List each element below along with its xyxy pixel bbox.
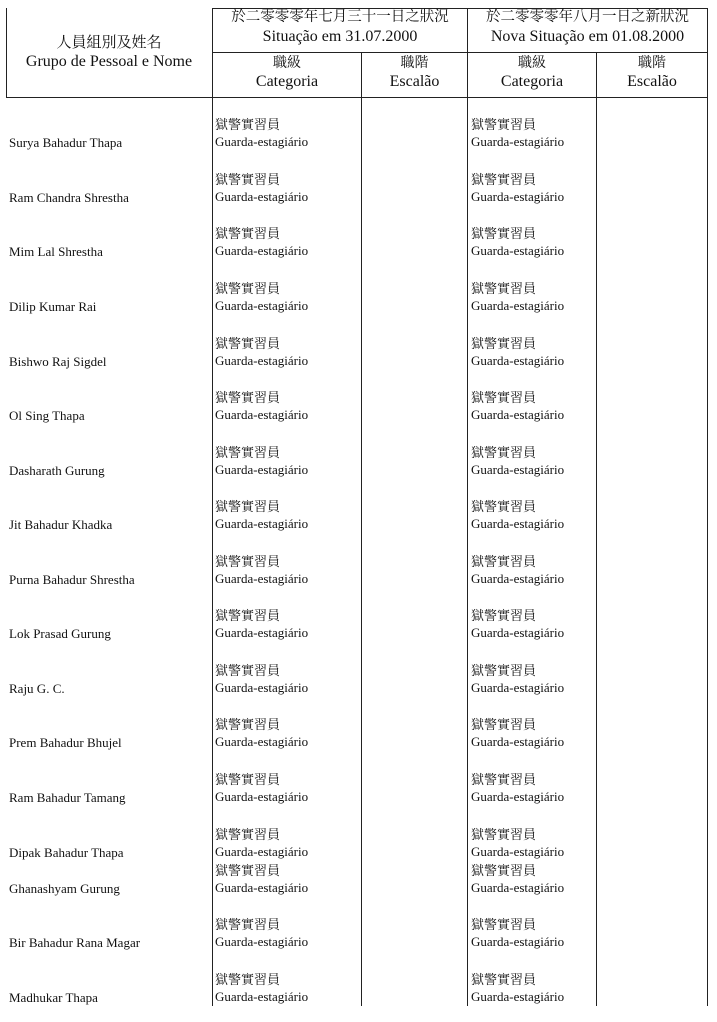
old-categoria-cell xyxy=(215,446,308,478)
table-row xyxy=(0,773,717,807)
old-categoria-cell xyxy=(215,864,308,896)
new-categoria-cell-zh: 獄警實習員 xyxy=(471,718,537,733)
old-categoria-cell-zh: 獄警實習員 xyxy=(215,918,281,933)
old-categoria-cell-pt: Guarda-estagiário xyxy=(215,734,309,749)
table-row xyxy=(0,828,717,862)
new-categoria-cell-pt: Guarda-estagiário xyxy=(471,734,565,749)
group-name-header xyxy=(6,34,212,70)
old-categoria-cell xyxy=(215,391,308,423)
new-situation-header xyxy=(468,10,707,46)
person-name: Ol Sing Thapa xyxy=(9,408,85,423)
person-name: Madhukar Thapa xyxy=(9,990,98,1005)
old-categoria-cell xyxy=(215,609,308,641)
new-categoria-header xyxy=(468,56,596,91)
new-categoria-cell xyxy=(471,864,564,896)
new-categoria-cell-pt: Guarda-estagiário xyxy=(471,189,565,204)
old-categoria-cell xyxy=(215,118,308,150)
new-categoria-cell-zh: 獄警實習員 xyxy=(471,973,537,988)
new-escalao-header xyxy=(597,56,707,91)
new-categoria-cell-pt: Guarda-estagiário xyxy=(471,353,565,368)
new-categoria-cell-pt: Guarda-estagiário xyxy=(471,625,565,640)
table-row xyxy=(0,500,717,534)
new-categoria-cell-zh: 獄警實習員 xyxy=(471,118,537,133)
new-categoria-cell-pt: Guarda-estagiário xyxy=(471,789,565,804)
table-row xyxy=(0,864,717,898)
old-categoria-cell xyxy=(215,664,308,696)
old-categoria-cell-zh: 獄警實習員 xyxy=(215,828,281,843)
old-categoria-cell-pt: Guarda-estagiário xyxy=(215,934,309,949)
old-categoria-cell-pt: Guarda-estagiário xyxy=(215,189,309,204)
new-categoria-cell xyxy=(471,718,564,750)
person-name: Raju G. C. xyxy=(9,681,65,696)
person-name: Dipak Bahadur Thapa xyxy=(9,845,124,860)
new-categoria-header-pt: Categoria xyxy=(500,73,564,91)
table-row xyxy=(0,973,717,1007)
old-categoria-cell xyxy=(215,828,308,860)
table-row xyxy=(0,446,717,480)
new-categoria-cell-pt: Guarda-estagiário xyxy=(471,989,565,1004)
old-categoria-cell xyxy=(215,918,308,950)
old-categoria-cell xyxy=(215,973,308,1005)
old-categoria-cell-zh: 獄警實習員 xyxy=(215,864,281,879)
person-name: Ram Bahadur Tamang xyxy=(9,790,126,805)
new-categoria-cell-zh: 獄警實習員 xyxy=(471,864,537,879)
person-name: Bishwo Raj Sigdel xyxy=(9,354,107,369)
old-categoria-cell-zh: 獄警實習員 xyxy=(215,282,281,297)
new-escalao-header-pt: Escalão xyxy=(627,73,677,91)
old-categoria-cell xyxy=(215,500,308,532)
new-categoria-cell-pt: Guarda-estagiário xyxy=(471,516,565,531)
old-categoria-cell xyxy=(215,337,308,369)
new-categoria-cell-pt: Guarda-estagiário xyxy=(471,571,565,586)
person-name: Bir Bahadur Rana Magar xyxy=(9,935,141,950)
new-situation-header-zh: 於二零零零年八月一日之新狀況 xyxy=(486,9,689,25)
table-row xyxy=(0,555,717,589)
old-categoria-cell-zh: 獄警實習員 xyxy=(215,118,281,133)
table-row xyxy=(0,282,717,316)
old-categoria-cell xyxy=(215,282,308,314)
new-categoria-cell-zh: 獄警實習員 xyxy=(471,282,537,297)
table-row xyxy=(0,391,717,425)
header-bottom-border xyxy=(6,97,708,98)
new-categoria-cell-zh: 獄警實習員 xyxy=(471,664,537,679)
new-categoria-cell xyxy=(471,118,564,150)
old-categoria-cell-zh: 獄警實習員 xyxy=(215,500,281,515)
old-categoria-cell-pt: Guarda-estagiário xyxy=(215,134,309,149)
old-categoria-header xyxy=(213,56,361,91)
table-row xyxy=(0,173,717,207)
old-categoria-cell xyxy=(215,718,308,750)
person-name: Jit Bahadur Khadka xyxy=(9,517,113,532)
old-categoria-cell-zh: 獄警實習員 xyxy=(215,337,281,352)
new-categoria-cell-pt: Guarda-estagiário xyxy=(471,243,565,258)
new-categoria-cell-zh: 獄警實習員 xyxy=(471,773,537,788)
person-name: Prem Bahadur Bhujel xyxy=(9,735,122,750)
table-row xyxy=(0,718,717,752)
old-categoria-cell-zh: 獄警實習員 xyxy=(215,718,281,733)
new-categoria-header-zh: 職級 xyxy=(518,55,546,71)
new-categoria-cell xyxy=(471,664,564,696)
new-categoria-cell-zh: 獄警實習員 xyxy=(471,227,537,242)
new-categoria-cell xyxy=(471,773,564,805)
new-categoria-cell xyxy=(471,918,564,950)
table-row xyxy=(0,227,717,261)
old-categoria-cell-zh: 獄警實習員 xyxy=(215,555,281,570)
old-categoria-cell xyxy=(215,173,308,205)
old-categoria-cell-zh: 獄警實習員 xyxy=(215,391,281,406)
old-situation-header xyxy=(213,10,467,46)
old-categoria-cell-zh: 獄警實習員 xyxy=(215,664,281,679)
person-name: Surya Bahadur Thapa xyxy=(9,135,123,150)
table-row xyxy=(0,664,717,698)
new-categoria-cell xyxy=(471,282,564,314)
person-name: Dilip Kumar Rai xyxy=(9,299,97,314)
old-categoria-header-zh: 職級 xyxy=(273,55,301,71)
old-escalao-header xyxy=(362,56,467,91)
old-escalao-header-zh: 職階 xyxy=(400,55,429,71)
new-categoria-cell-pt: Guarda-estagiário xyxy=(471,407,565,422)
table-row xyxy=(0,609,717,643)
new-categoria-cell-pt: Guarda-estagiário xyxy=(471,880,565,895)
new-categoria-cell xyxy=(471,337,564,369)
new-categoria-cell xyxy=(471,446,564,478)
new-categoria-cell-zh: 獄警實習員 xyxy=(471,918,537,933)
new-categoria-cell xyxy=(471,391,564,423)
new-categoria-cell xyxy=(471,500,564,532)
person-name: Lok Prasad Gurung xyxy=(9,626,111,641)
old-categoria-cell-pt: Guarda-estagiário xyxy=(215,680,309,695)
new-categoria-cell-zh: 獄警實習員 xyxy=(471,609,537,624)
old-categoria-cell-pt: Guarda-estagiário xyxy=(215,789,309,804)
new-categoria-cell-zh: 獄警實習員 xyxy=(471,337,537,352)
table-row xyxy=(0,337,717,371)
table-row xyxy=(0,918,717,952)
old-categoria-cell-pt: Guarda-estagiário xyxy=(215,407,309,422)
old-categoria-cell-zh: 獄警實習員 xyxy=(215,773,281,788)
old-categoria-cell-zh: 獄警實習員 xyxy=(215,173,281,188)
old-categoria-cell-pt: Guarda-estagiário xyxy=(215,462,309,477)
old-categoria-cell xyxy=(215,227,308,259)
table-row xyxy=(0,118,717,152)
old-categoria-cell xyxy=(215,773,308,805)
new-categoria-cell-zh: 獄警實習員 xyxy=(471,173,537,188)
old-categoria-header-pt: Categoria xyxy=(255,73,319,91)
old-categoria-cell-pt: Guarda-estagiário xyxy=(215,298,309,313)
new-categoria-cell-pt: Guarda-estagiário xyxy=(471,934,565,949)
new-categoria-cell-pt: Guarda-estagiário xyxy=(471,844,565,859)
person-name: Ghanashyam Gurung xyxy=(9,881,120,896)
new-categoria-cell-pt: Guarda-estagiário xyxy=(471,680,565,695)
group-name-header-zh: 人員組別及姓名 xyxy=(56,33,162,51)
new-categoria-cell-pt: Guarda-estagiário xyxy=(471,134,565,149)
old-categoria-cell-pt: Guarda-estagiário xyxy=(215,844,309,859)
old-categoria-cell-pt: Guarda-estagiário xyxy=(215,989,309,1004)
new-situation-header-pt: Nova Situação em 01.08.2000 xyxy=(490,27,685,45)
new-categoria-cell xyxy=(471,555,564,587)
person-name: Purna Bahadur Shrestha xyxy=(9,572,135,587)
new-categoria-cell xyxy=(471,828,564,860)
new-categoria-cell-zh: 獄警實習員 xyxy=(471,555,537,570)
old-categoria-cell xyxy=(215,555,308,587)
new-categoria-cell xyxy=(471,173,564,205)
old-escalao-header-pt: Escalão xyxy=(389,73,440,91)
old-categoria-cell-zh: 獄警實習員 xyxy=(215,973,281,988)
old-categoria-cell-pt: Guarda-estagiário xyxy=(215,243,309,258)
new-categoria-cell-zh: 獄警實習員 xyxy=(471,391,537,406)
group-name-header-pt: Grupo de Pessoal e Nome xyxy=(25,52,193,70)
person-name: Ram Chandra Shrestha xyxy=(9,190,129,205)
person-name: Mim Lal Shrestha xyxy=(9,244,103,259)
old-categoria-cell-pt: Guarda-estagiário xyxy=(215,571,309,586)
new-categoria-cell-pt: Guarda-estagiário xyxy=(471,462,565,477)
new-escalao-header-zh: 職階 xyxy=(638,55,666,71)
old-categoria-cell-pt: Guarda-estagiário xyxy=(215,880,309,895)
new-categoria-cell xyxy=(471,973,564,1005)
old-situation-header-pt: Situação em 31.07.2000 xyxy=(262,27,418,45)
new-categoria-cell-pt: Guarda-estagiário xyxy=(471,298,565,313)
old-situation-header-zh: 於二零零零年七月三十一日之狀況 xyxy=(231,9,449,25)
old-categoria-cell-pt: Guarda-estagiário xyxy=(215,353,309,368)
new-categoria-cell-zh: 獄警實習員 xyxy=(471,500,537,515)
new-categoria-cell xyxy=(471,609,564,641)
new-categoria-cell xyxy=(471,227,564,259)
new-categoria-cell-zh: 獄警實習員 xyxy=(471,828,537,843)
new-categoria-cell-zh: 獄警實習員 xyxy=(471,446,537,461)
old-categoria-cell-zh: 獄警實習員 xyxy=(215,609,281,624)
old-categoria-cell-pt: Guarda-estagiário xyxy=(215,625,309,640)
old-categoria-cell-zh: 獄警實習員 xyxy=(215,227,281,242)
old-categoria-cell-zh: 獄警實習員 xyxy=(215,446,281,461)
old-categoria-cell-pt: Guarda-estagiário xyxy=(215,516,309,531)
person-name: Dasharath Gurung xyxy=(9,463,105,478)
header-subdivider xyxy=(212,52,708,53)
